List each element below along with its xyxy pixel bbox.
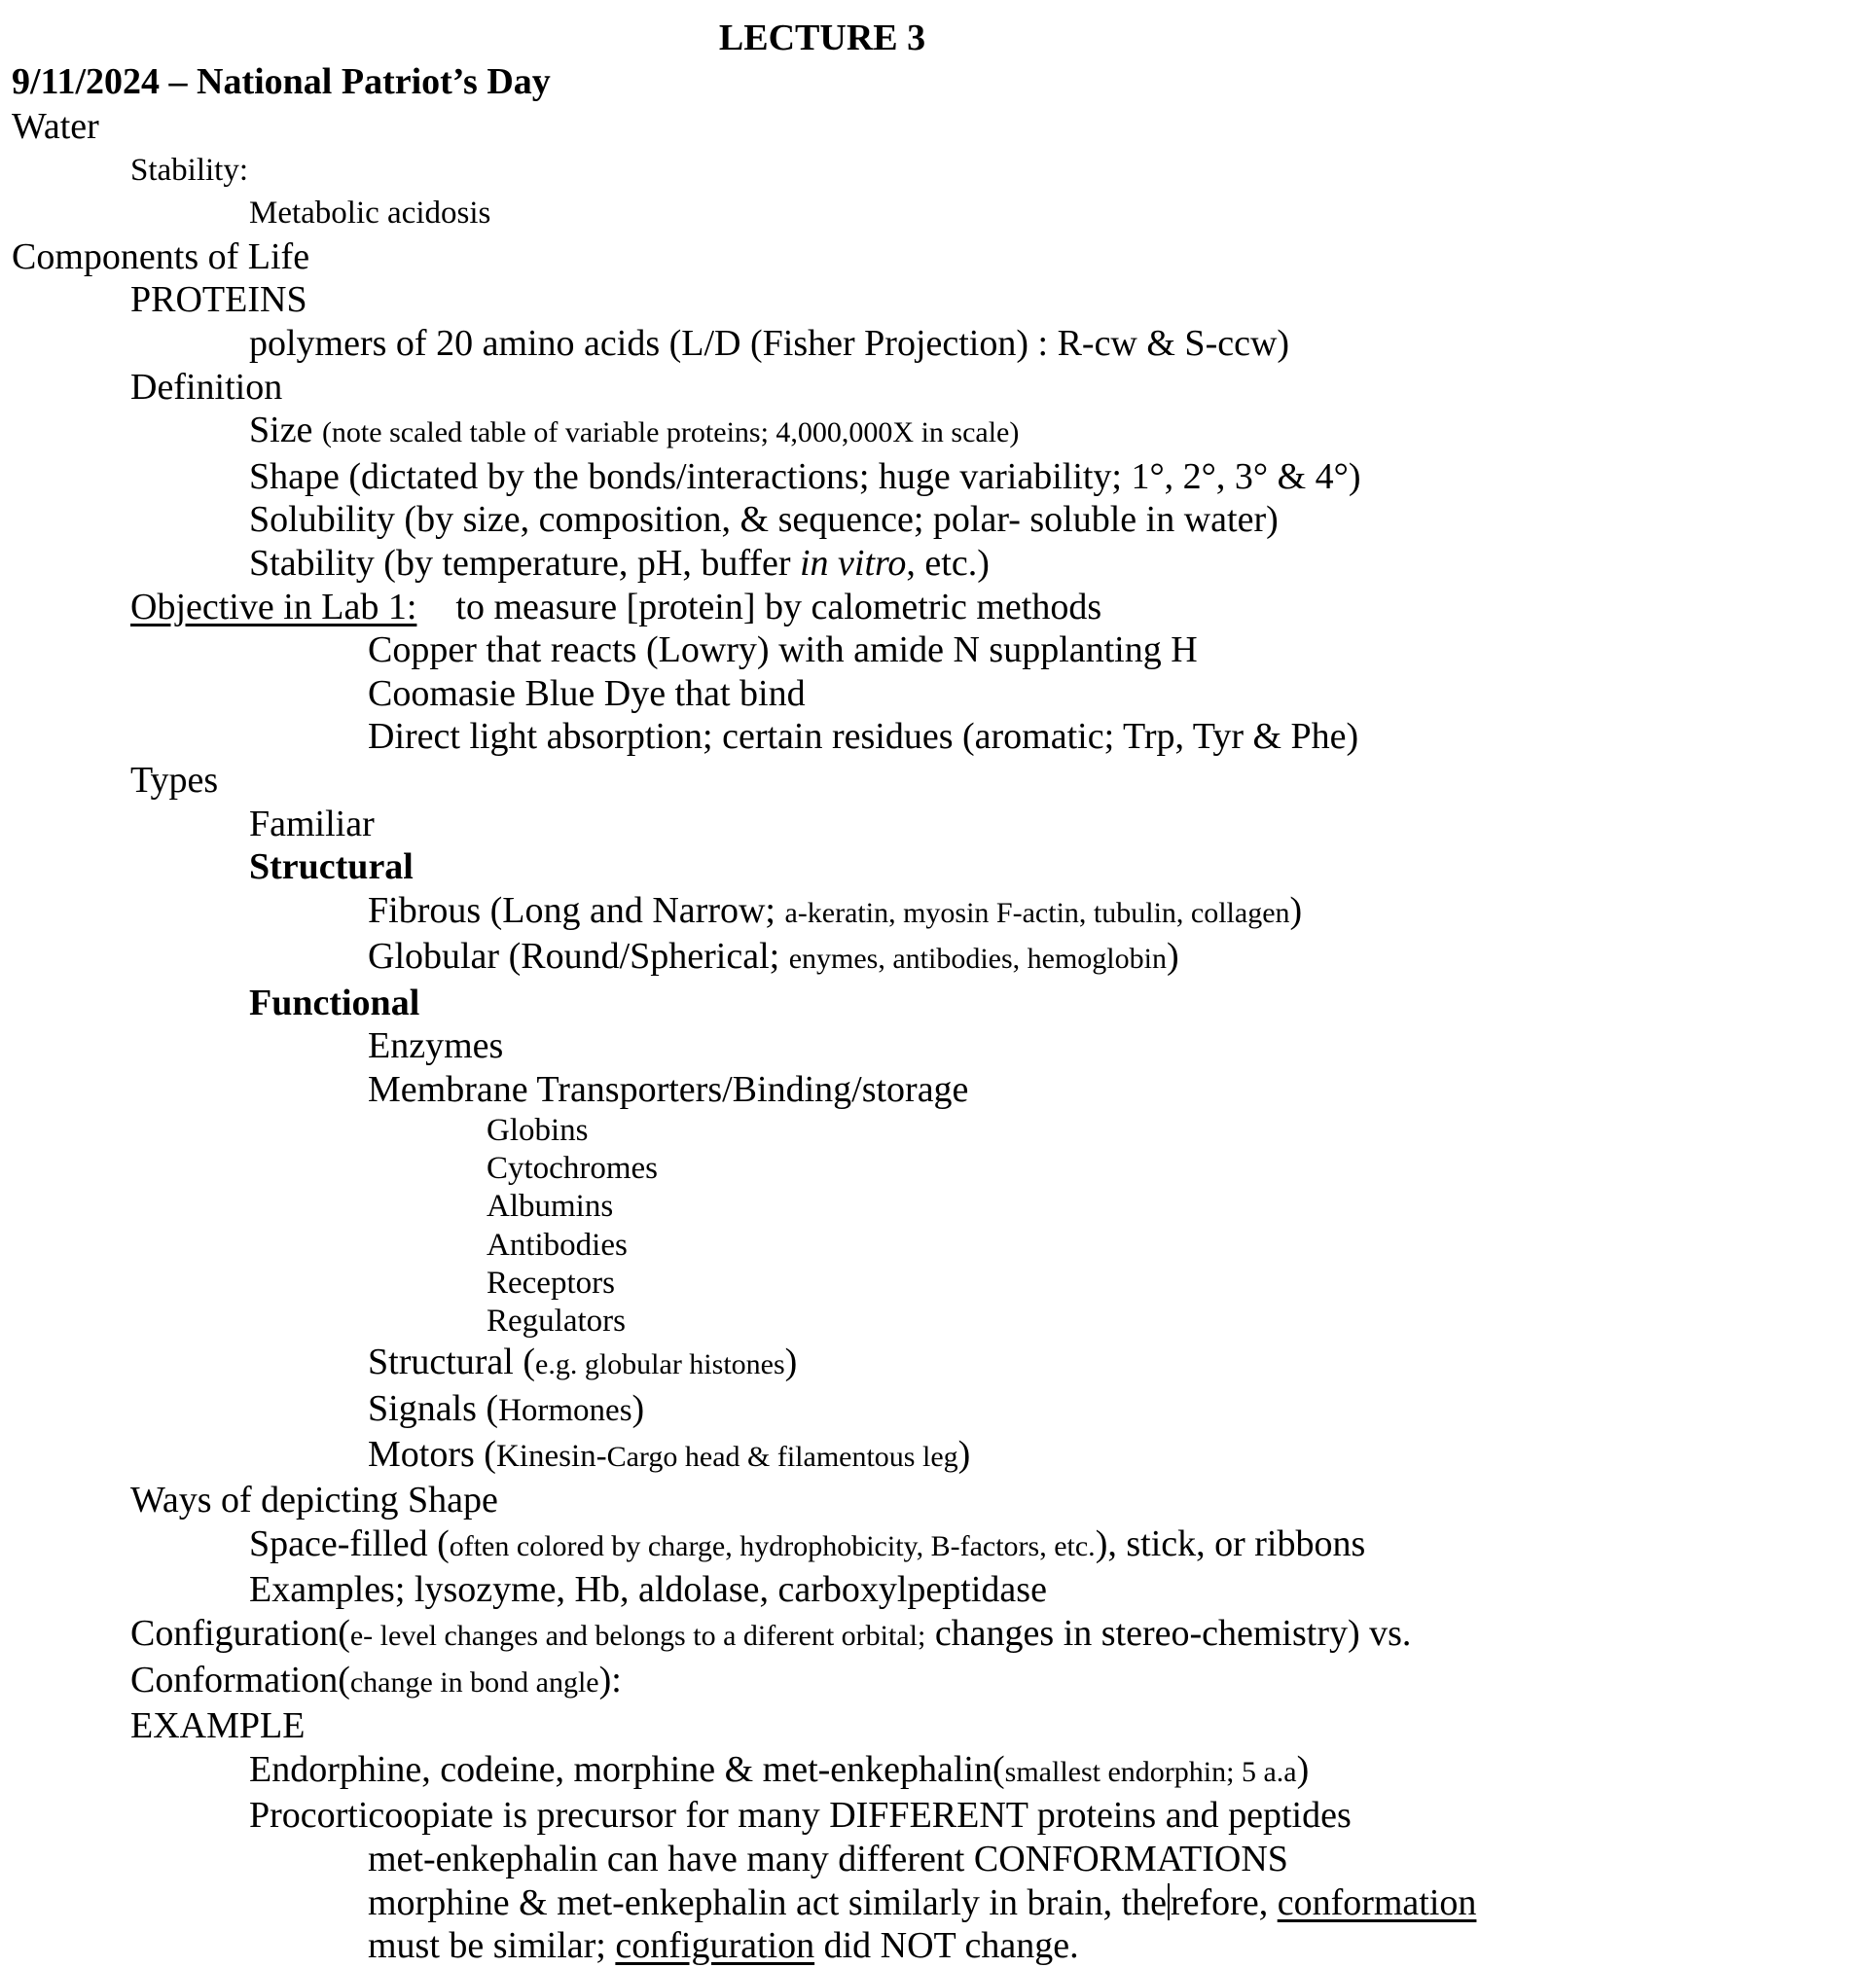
conformation-line bbox=[130, 1659, 1876, 1705]
globular-line bbox=[368, 935, 1876, 982]
stability-line bbox=[249, 542, 1876, 586]
shape-line: Shape (dictated by the bonds/interactions; huge variability; 1°, 2°, 3° & 4°) bbox=[249, 455, 1361, 497]
structural2-main: Structural ( bbox=[368, 1342, 536, 1383]
motors-end: ) bbox=[957, 1433, 971, 1475]
stability-italic: in vitro bbox=[799, 542, 907, 584]
structural2-end: ) bbox=[784, 1342, 798, 1383]
globular-end: ) bbox=[1166, 936, 1179, 978]
membrane-item: Albumins bbox=[487, 1189, 614, 1225]
fibrous-end: ) bbox=[1289, 889, 1303, 931]
familiar-heading: Familiar bbox=[249, 803, 375, 844]
size-line bbox=[249, 409, 1876, 455]
depicting-heading: Ways of depicting Shape bbox=[130, 1480, 498, 1521]
procort-line: Procorticoopiate is precursor for many DIFFERENT proteins and peptides bbox=[249, 1795, 1352, 1837]
membrane-item: Regulators bbox=[487, 1304, 626, 1340]
date-line: 9/11/2024 – National Patriot’s Day bbox=[12, 61, 551, 102]
motors-note-2: Cargo head & filamentous leg bbox=[606, 1440, 958, 1473]
membrane-line: Membrane Transporters/Binding/storage bbox=[368, 1069, 969, 1111]
water-heading: Water bbox=[12, 106, 99, 147]
proteins-heading: PROTEINS bbox=[130, 279, 307, 321]
lecture-title: LECTURE 3 bbox=[718, 18, 926, 58]
endorphine-line bbox=[249, 1748, 1876, 1795]
size-main: Size bbox=[249, 410, 322, 451]
membrane-item: Receptors bbox=[487, 1265, 615, 1301]
space-end: ), stick, or ribbons bbox=[1095, 1522, 1366, 1564]
config-main: Configuration( bbox=[130, 1613, 350, 1654]
conform-main: Conformation( bbox=[130, 1659, 350, 1700]
structural-heading: Structural bbox=[249, 846, 414, 888]
must-pre: must be similar; bbox=[368, 1925, 616, 1967]
structural2-note: e.g. globular histones bbox=[535, 1348, 785, 1381]
morphine-mid: refore, bbox=[1171, 1881, 1278, 1923]
space-main: Space-filled ( bbox=[249, 1522, 450, 1564]
fibrous-note: a-keratin, myosin F-actin, tubulin, collagen bbox=[784, 896, 1290, 929]
globular-main: Globular (Round/Spherical; bbox=[368, 936, 789, 978]
stability-post: , etc.) bbox=[906, 542, 990, 584]
stability-pre: Stability (by temperature, pH, buffer bbox=[249, 542, 800, 584]
objective-item: Copper that reacts (Lowry) with amide N supplanting H bbox=[368, 629, 1198, 671]
functional-heading: Functional bbox=[249, 982, 420, 1023]
conform-note: change in bond angle bbox=[349, 1665, 599, 1699]
membrane-item: Cytochromes bbox=[487, 1150, 658, 1186]
motors-line bbox=[368, 1433, 1876, 1480]
membrane-item: Globins bbox=[487, 1112, 589, 1148]
example-heading: EXAMPLE bbox=[130, 1705, 306, 1747]
conformation-underlined: conformation bbox=[1277, 1881, 1477, 1923]
examples-line: Examples; lysozyme, Hb, aldolase, carboxylpeptidase bbox=[249, 1569, 1047, 1611]
must-line bbox=[368, 1924, 1876, 1968]
polymers-line: polymers of 20 amino acids (L/D (Fisher Projection) : R-cw & S-ccw) bbox=[249, 322, 1290, 364]
solubility-line: Solubility (by size, composition, & sequence; polar- soluble in water) bbox=[249, 499, 1279, 541]
morphine-pre: morphine & met-enkephalin act similarly in brain, the bbox=[368, 1881, 1167, 1923]
config-note: e- level changes and belongs to a diferent orbital; bbox=[349, 1620, 926, 1652]
components-heading: Components of Life bbox=[12, 235, 310, 277]
objective-text: to measure [protein] by calometric methods bbox=[455, 586, 1102, 627]
motors-main: Motors ( bbox=[368, 1433, 496, 1475]
types-heading: Types bbox=[130, 759, 219, 801]
globular-note: enymes, antibodies, hemoglobin bbox=[788, 943, 1167, 976]
text-cursor bbox=[1168, 1883, 1170, 1920]
water-stability-item: Metabolic acidosis bbox=[249, 196, 491, 232]
space-filled-line bbox=[249, 1522, 1876, 1569]
configuration-line bbox=[130, 1612, 1876, 1659]
endorphine-note: smallest endorphin; 5 a.a bbox=[1004, 1755, 1297, 1788]
configuration-underlined: configuration bbox=[615, 1925, 815, 1967]
water-stability: Stability: bbox=[130, 152, 249, 188]
signals-line bbox=[368, 1387, 1876, 1433]
signals-note: Hormones bbox=[498, 1393, 632, 1429]
size-note: (note scaled table of variable proteins; 4,000,000X in scale) bbox=[321, 416, 1020, 449]
fibrous-main: Fibrous (Long and Narrow; bbox=[368, 889, 785, 931]
lecture-notes bbox=[12, 62, 1876, 1968]
must-post: did NOT change. bbox=[814, 1925, 1079, 1967]
objective-line bbox=[130, 586, 1876, 629]
space-note: often colored by charge, hydrophobicity, B-factors, etc. bbox=[449, 1529, 1096, 1562]
enzymes-line: Enzymes bbox=[368, 1025, 504, 1067]
membrane-item: Antibodies bbox=[487, 1227, 628, 1263]
endorphine-end: ) bbox=[1296, 1748, 1310, 1790]
structural2-line bbox=[368, 1341, 1876, 1387]
objective-item: Coomasie Blue Dye that bind bbox=[368, 672, 806, 714]
fibrous-line bbox=[368, 889, 1876, 936]
signals-end: ) bbox=[631, 1388, 645, 1430]
definition-heading: Definition bbox=[130, 366, 283, 408]
motors-note-1: Kinesin- bbox=[495, 1438, 607, 1474]
conform-end: ): bbox=[598, 1659, 622, 1700]
endorphine-main: Endorphine, codeine, morphine & met-enkephalin( bbox=[249, 1748, 1005, 1790]
objective-label: Objective in Lab 1: bbox=[130, 586, 417, 627]
objective-item: Direct light absorption; certain residues (aromatic; Trp, Tyr & Phe) bbox=[368, 716, 1359, 758]
signals-main: Signals ( bbox=[368, 1388, 499, 1430]
config-end: changes in stereo-chemistry) vs. bbox=[925, 1613, 1412, 1654]
morphine-line bbox=[368, 1881, 1876, 1925]
metenk-line: met-enkephalin can have many different CONFORMATIONS bbox=[368, 1838, 1288, 1879]
